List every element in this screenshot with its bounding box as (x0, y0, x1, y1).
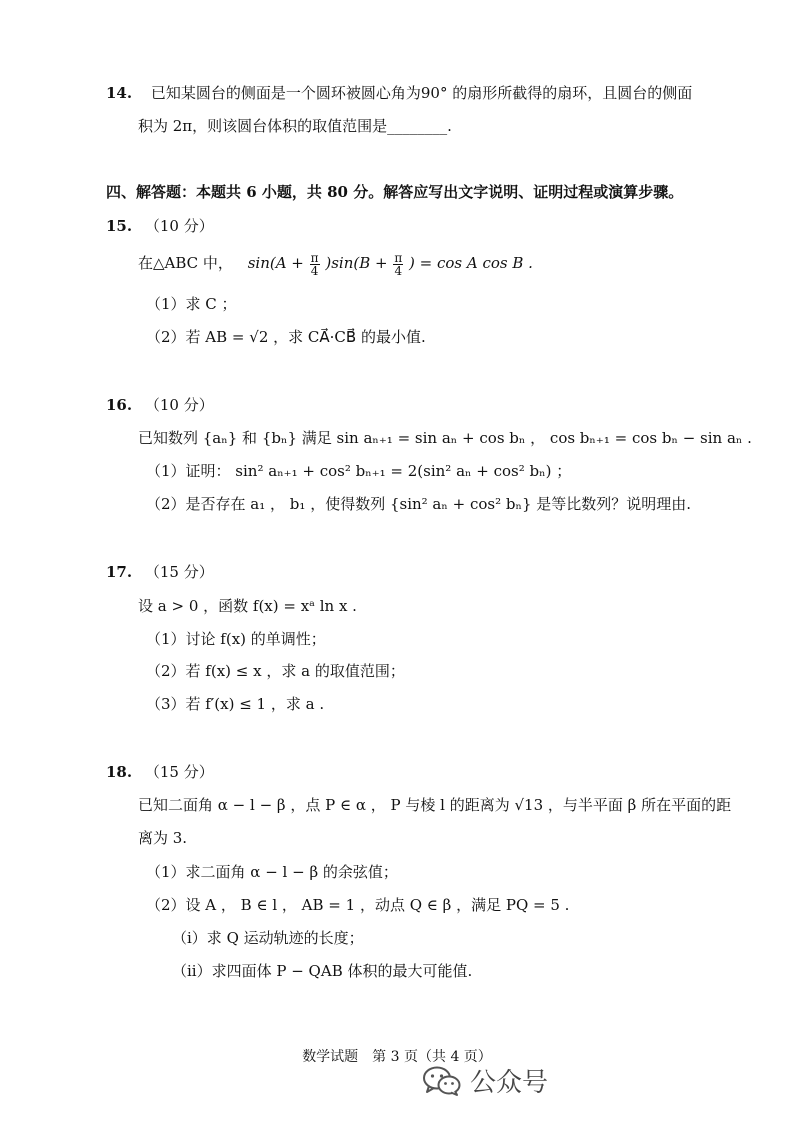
q15-frac-2: $\frac{\pi}{4}$ (394, 250, 403, 278)
wechat-icon (422, 1065, 462, 1097)
q15-part2: （2）若 AB = √2 ，求 CA⃗·CB⃗ 的最小值. (146, 328, 426, 346)
q16-score: （10 分） (144, 396, 214, 414)
q15-stem (138, 250, 533, 277)
wechat-watermark (422, 1062, 548, 1099)
q17-header (106, 562, 214, 582)
q16-part1: （1）证明： sin² aₙ₊₁ + cos² bₙ₊₁ = 2(sin² aₙ + cos² bₙ) ； (146, 462, 572, 480)
q18-header (106, 762, 214, 782)
q16-header (106, 395, 214, 415)
q15-number: 15. (106, 217, 133, 235)
q18-part2: （2）设 A ， B ∈ l ， AB = 1 ，动点 Q ∈ β ，满足 PQ = 5 . (146, 896, 570, 914)
q16-stem: 已知数列 {aₙ} 和 {bₙ} 满足 sin aₙ₊₁ = sin aₙ + cos bₙ ， cos bₙ₊₁ = cos bₙ − sin aₙ . (138, 429, 752, 447)
q15-stem-a: sin(A + (247, 254, 304, 272)
q17-number: 17. (106, 563, 133, 581)
q17-stem: 设 a > 0 ，函数 f(x) = xᵃ ln x . (138, 597, 357, 615)
section-heading: 四、解答题：本题共 6 小题，共 80 分。解答应写出文字说明、证明过程或演算步骤。 (106, 183, 684, 201)
q17-part1: （1）讨论 f(x) 的单调性； (146, 630, 326, 648)
watermark-text: 公众号 (470, 1068, 549, 1098)
q14-text-line1: 已知某圆台的侧面是一个圆环被圆心角为90° 的扇形所截得的扇环，且圆台的侧面 (150, 84, 693, 102)
q18-part1: （1）求二面角 α − l − β 的余弦值； (146, 863, 398, 881)
q15-score: （10 分） (144, 217, 214, 235)
q14-line1 (106, 83, 692, 103)
q18-score: （15 分） (144, 763, 214, 781)
q15-stem-c: ) = cos A cos B . (409, 254, 533, 272)
q18-sub1: （i）求 Q 运动轨迹的长度； (172, 929, 364, 947)
q16-number: 16. (106, 396, 133, 414)
page-footer: 数学试题 第 3 页（共 4 页） (302, 1049, 492, 1065)
q18-stem-line1: 已知二面角 α − l − β ，点 P ∈ α ， P 与棱 l 的距离为 √13 ，与半平面 β 所在平面的距 (138, 796, 732, 814)
q14-text-line2: 积为 2π，则该圆台体积的取值范围是________. (138, 117, 452, 135)
q18-sub2: （ii）求四面体 P − QAB 体积的最大可能值. (172, 962, 473, 980)
q16-part2: （2）是否存在 a₁ ， b₁ ，使得数列 {sin² aₙ + cos² bₙ} 是等比数列？说明理由. (146, 495, 692, 513)
q18-stem-line2: 离为 3. (138, 829, 188, 847)
q14-number: 14. (106, 84, 133, 102)
q15-part1: （1）求 C ； (146, 295, 237, 313)
q15-stem-prefix: 在△ABC 中， (138, 254, 233, 272)
q17-part2: （2）若 f(x) ≤ x ，求 a 的取值范围； (146, 662, 405, 680)
q15-frac-1: $\frac{\pi}{4}$ (310, 250, 319, 278)
q15-header (106, 216, 214, 236)
q17-score: （15 分） (144, 563, 214, 581)
q15-stem-b: )sin(B + (325, 254, 388, 272)
q17-part3: （3）若 f′(x) ≤ 1 ，求 a . (146, 695, 325, 713)
q18-number: 18. (106, 763, 133, 781)
